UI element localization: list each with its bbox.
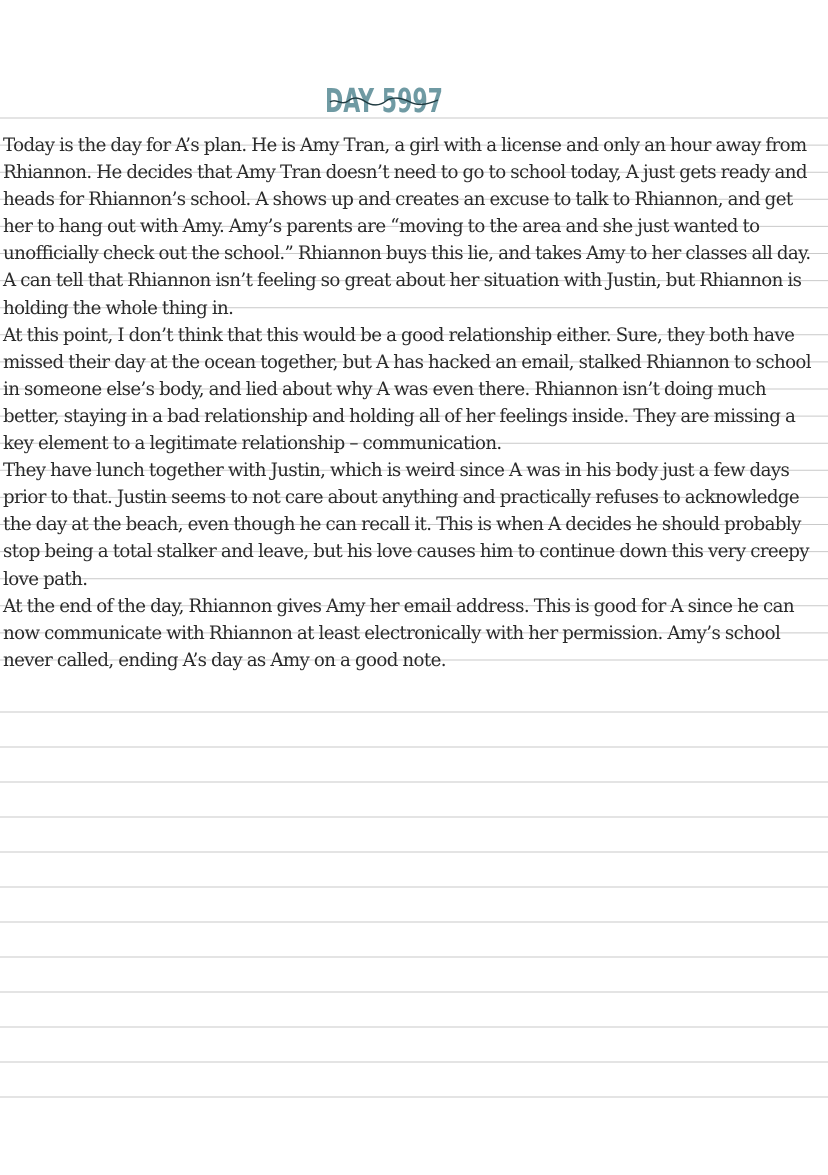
journal-entry-body (3, 132, 825, 674)
paragraph: At this point, I don’t think that this would be a good relationship either. Sure, they both have missed their day at the ocean together, but A has hacked an email, stalked Rhiannon to school in someone else’s body, and lied about why A was even there. Rhiannon isn’t doing much better, staying in a bad relationship and holding all of her feelings inside. They are missing a key element to a legitimate relationship – communication. (3, 324, 811, 455)
paragraph: Today is the day for A’s plan. He is Amy Tran, a girl with a license and only an hour away from Rhiannon. He decides that Amy Tran doesn’t need to go to school today, A just gets ready and heads for Rhiannon’s school. A shows up and creates an excuse to talk to Rhiannon, and get her to hang out with Amy. Amy’s parents are “moving to the area and she just wanted to unofficially check out the school.” Rhiannon buys this lie, and takes Amy to her classes all day. A can tell that Rhiannon isn’t feeling so great about her situation with Justin, but Rhiannon is holding the whole thing in. (3, 135, 811, 319)
day-title (322, 80, 446, 120)
day-title-text: DAY 5997 (325, 81, 443, 120)
paragraph: They have lunch together with Justin, which is weird since A was in his body just a few days prior to that. Justin seems to not care about anything and practically refuses to acknowledge the day at the beach, even though he can recall it. This is when A decides he should probably stop being a total stalker and leave, but his love causes him to continue down this very creepy love path. (3, 460, 809, 590)
paragraph: At the end of the day, Rhiannon gives Amy her email address. This is good for A since he can now communicate with Rhiannon at least electronically with her permission. Amy’s school never called, ending A’s day as Amy on a good note. (3, 595, 794, 671)
